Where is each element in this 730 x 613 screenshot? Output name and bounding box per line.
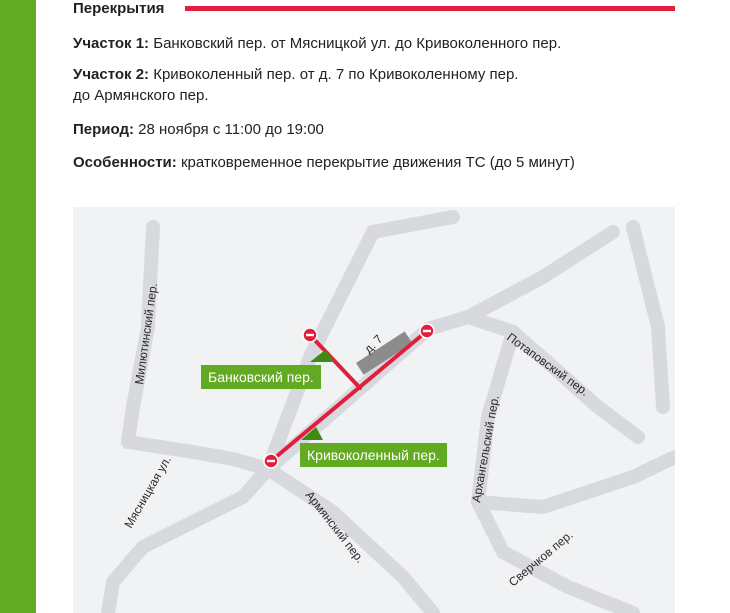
road-northeast [468, 232, 613, 317]
section1-line [73, 33, 693, 54]
street-label-milyutinsky: Милютинский пер. [132, 282, 161, 386]
krivokolenny-closure-label: Кривоколенный пер. [300, 443, 447, 467]
no-entry-icon [303, 328, 317, 342]
no-entry-icon [420, 324, 434, 338]
period-text: 28 ноября с 11:00 до 19:00 [134, 121, 324, 138]
features-label: Особенности: [73, 154, 177, 171]
road-far-east [633, 227, 663, 407]
street-label-sverchkov: Сверчков пер. [505, 527, 576, 590]
road-potapovsky [428, 317, 638, 437]
section2-block [73, 64, 693, 106]
map-canvas [73, 207, 675, 613]
section-title: Перекрытия [73, 0, 165, 17]
road-east [478, 457, 675, 507]
no-entry-icon [264, 454, 278, 468]
section1-label: Участок 1: [73, 35, 150, 52]
building-label: д. 7 [361, 331, 386, 357]
section2-label: Участок 2: [73, 66, 150, 83]
period-line [73, 119, 693, 140]
street-label-myasnitskaya: Мясницкая ул. [121, 453, 174, 531]
street-label-potapovsky: Потаповский пер. [504, 330, 592, 399]
street-label-arkhangelsky: Архангельский пер. [469, 394, 502, 504]
period-label: Период: [73, 121, 134, 138]
features-text: кратковременное перекрытие движения ТС (до 5 минут) [176, 154, 575, 171]
road-top [373, 217, 453, 232]
left-accent-bar [0, 0, 36, 613]
section1-text: Банковский пер. от Мясницкой ул. до Кривоколенного пер. [149, 35, 562, 52]
road-network [108, 217, 675, 613]
title-divider [185, 6, 675, 11]
street-label-armyansky: Армянский пер. [302, 488, 368, 566]
features-line [73, 152, 693, 173]
section2-text-line2: до Армянского пер. [73, 87, 209, 104]
road-north [311, 232, 373, 355]
section2-text: Кривоколенный пер. от д. 7 по Кривоколенному пер. [149, 66, 519, 83]
closure-map [73, 207, 675, 613]
bankovsky-closure-label: Банковский пер. [201, 365, 321, 389]
